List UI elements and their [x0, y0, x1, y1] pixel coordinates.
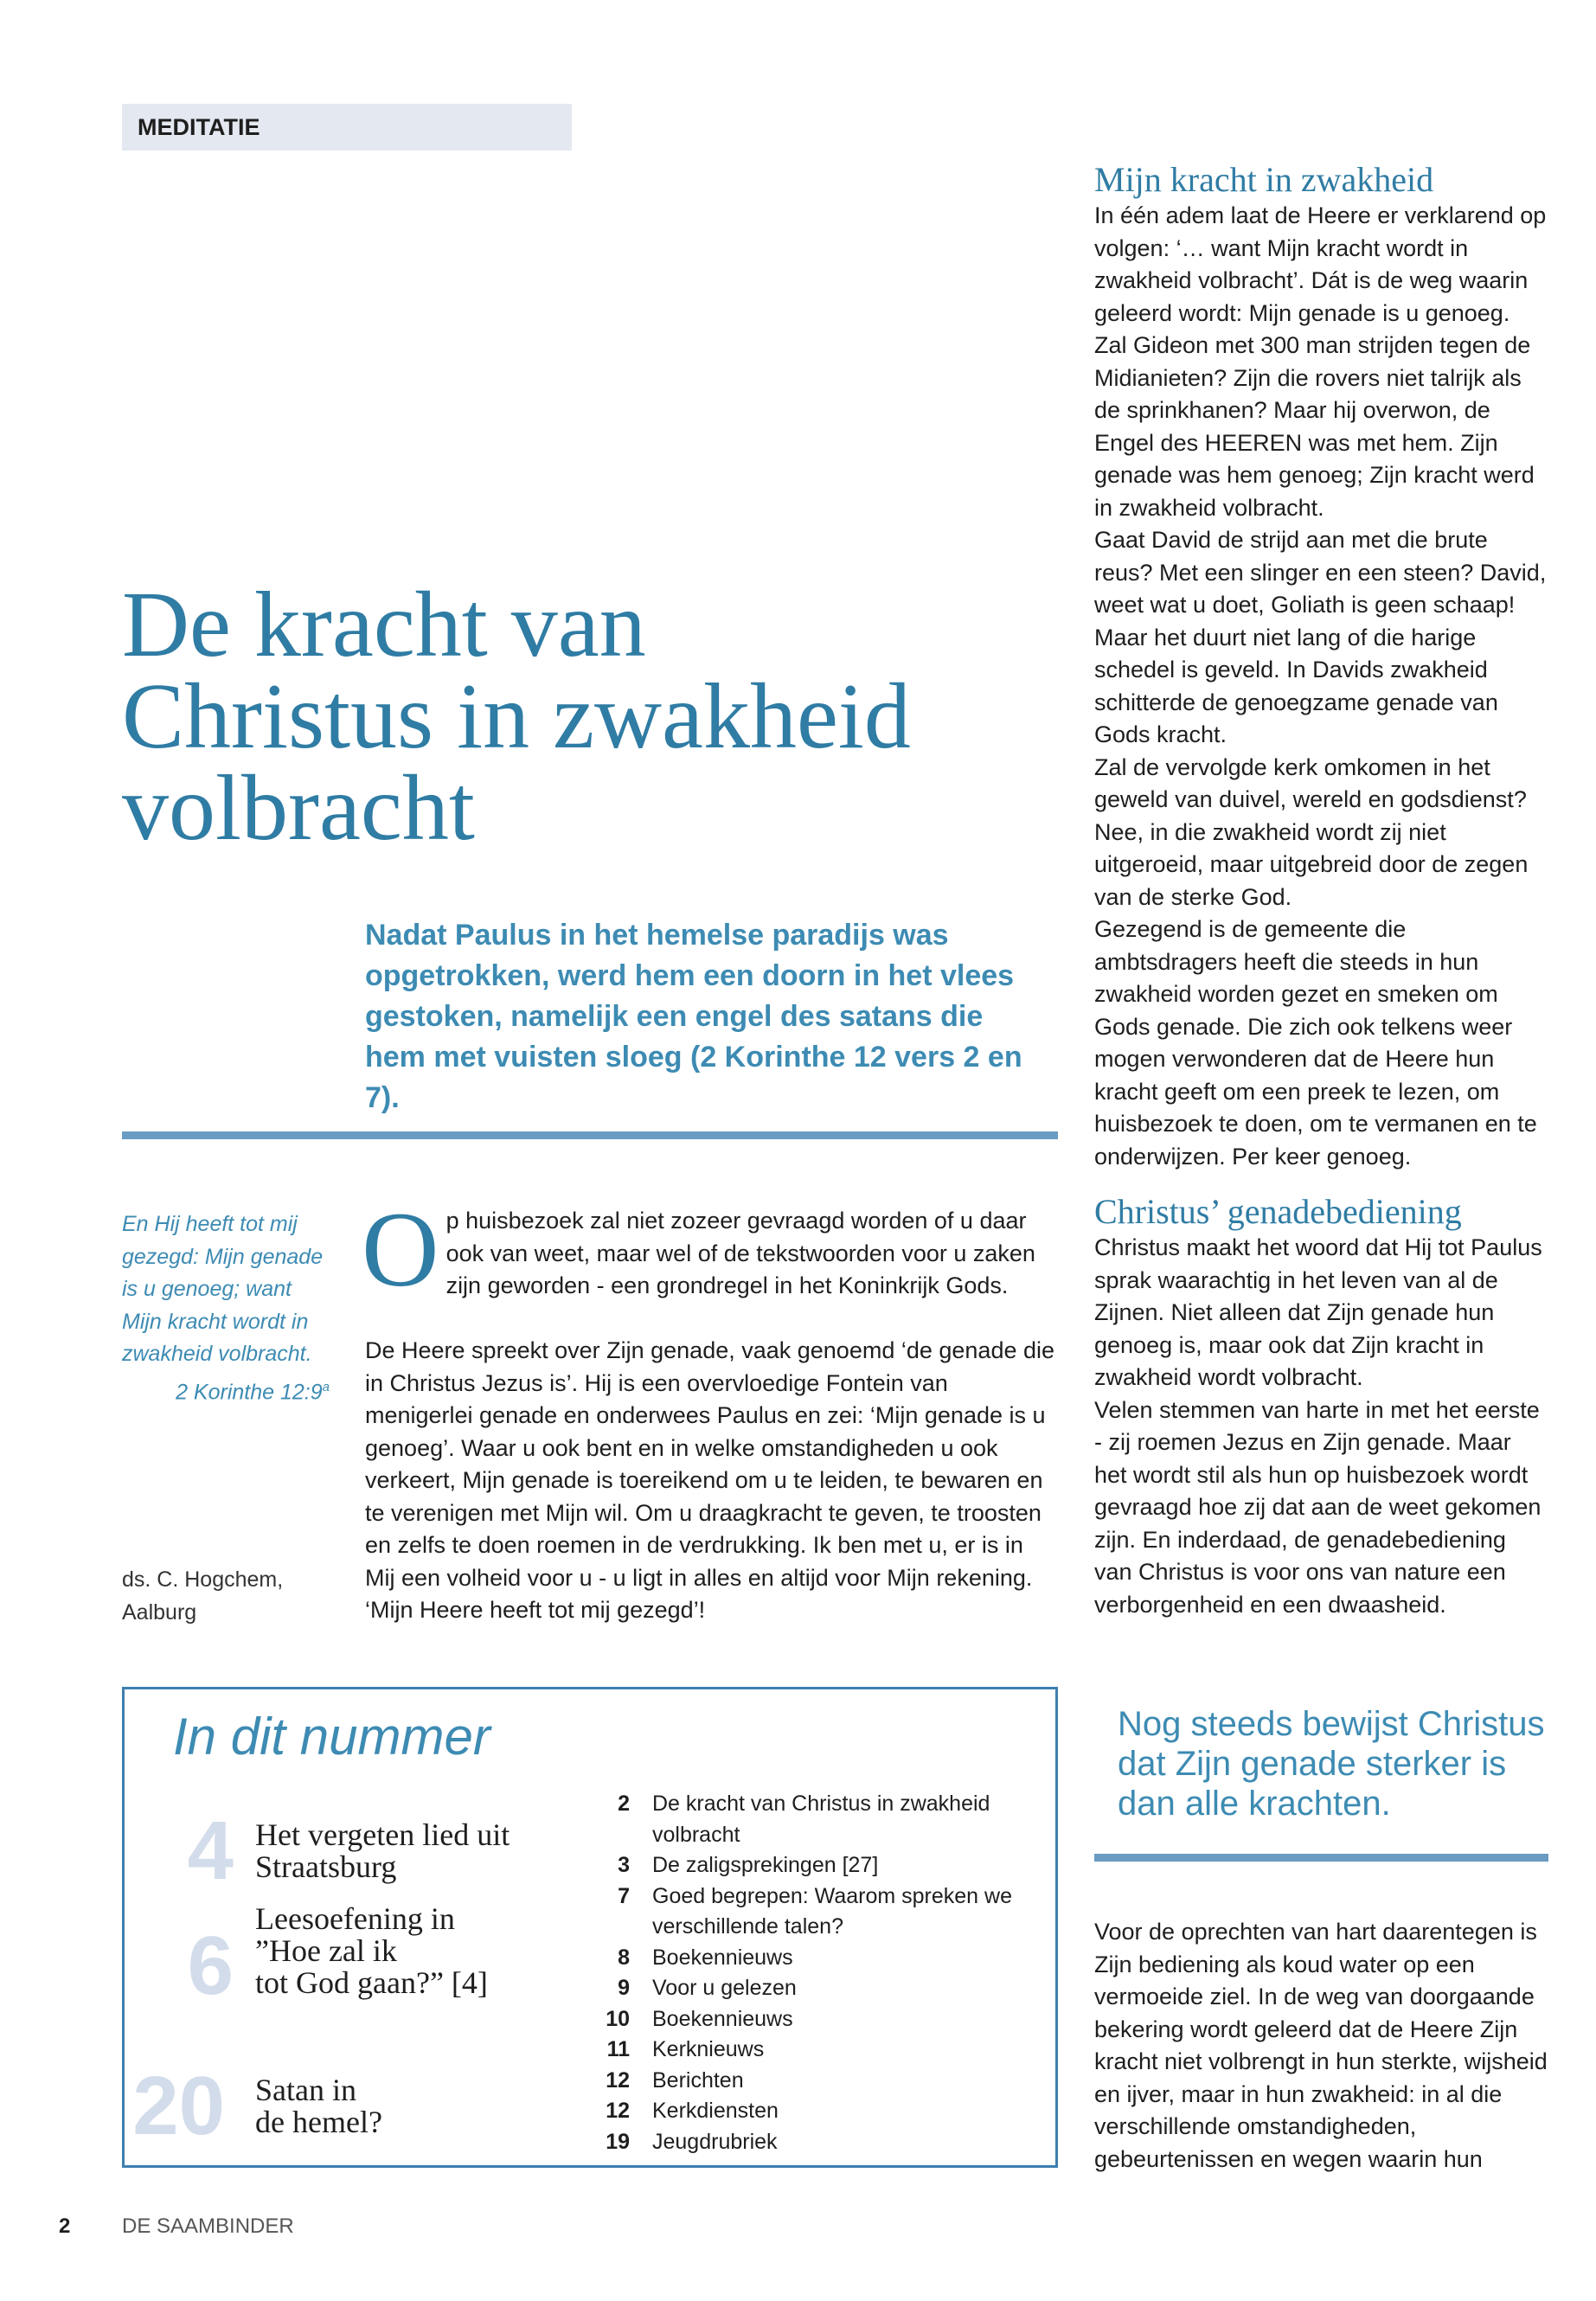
right-paragraph: Gezegend is de gemeente die ambtsdragers heeft die steeds in hun zwakheid worden gezet en smeken om Gods genade. Die zich ook telkens weer mogen verwonderen dat de Heere hun kracht geeft om een preek te lezen, om huisbezoek te doen, om te vermanen en te onderwijzen. Per keer genoeg.	[1094, 916, 1537, 1170]
toc-item-page: 2	[618, 1791, 630, 1816]
author-byline	[122, 1564, 330, 1629]
right-paragraph: Christus maakt het woord dat Hij tot Paulus sprak waarachtig in het leven van al de Zijnen. Niet alleen dat Zijn genade hun genoeg is, maar ook dat Zijn kracht in zwakheid wordt volbracht.	[1094, 1234, 1542, 1390]
toc-item-page: 8	[618, 1945, 630, 1970]
toc-item[interactable]	[597, 1973, 1047, 2004]
right-paragraph: In één adem laat de Heere er verklarend op volgen: ‘… want Mijn kracht wordt in zwakheid volbracht’. Dát is de weg waarin geleerd wordt: Mijn genade is u genoeg. Zal Gideon met 300 man strijden tegen de Midianieten? Zijn die rovers niet talrijk als de sprinkhanen? Maar hij overwon, de Engel des HEEREN was met hem. Zijn genade was hem genoeg; Zijn kracht werd in zwakheid volbracht.	[1094, 202, 1547, 521]
toc-item-page: 10	[606, 2006, 630, 2031]
right-paragraph: Gaat David de strijd aan met die brute reus? Met een slinger en een steen? David, weet wat u doet, Goliath is geen schaap! Maar het duurt niet lang of die harige schedel is geveld. In Davids zwakheid schitterde de genoegzame genade van Gods kracht.	[1094, 527, 1547, 747]
toc-featured-title	[255, 2074, 382, 2138]
toc-item-title: Boekennieuws	[652, 2006, 793, 2031]
toc-item-title: Jeugdrubriek	[652, 2129, 778, 2154]
toc-featured-number: 4	[187, 1804, 234, 1897]
scripture-reference	[122, 1371, 330, 1409]
toc-featured-number: 6	[187, 1920, 234, 2012]
toc-featured-title	[255, 1819, 510, 1883]
toc-item[interactable]	[597, 1943, 1047, 1974]
right-column	[1094, 160, 1548, 1621]
toc-featured-title-line: tot God gaan?” [4]	[255, 1965, 488, 2000]
toc-featured-title-line: Het vergeten lied uit	[255, 1817, 510, 1852]
title-line: Christus in zwakheid	[122, 665, 911, 768]
subheading: Christus’ genadebediening	[1094, 1192, 1462, 1231]
body-paragraph-text: p huisbezoek zal niet zozeer gevraagd worden of u daar ook van weet, maar wel of de tekstwoorden voor u zaken zijn geworden - een grondregel in het Koninkrijk Gods.	[445, 1208, 1035, 1298]
toc-featured-item[interactable]	[134, 2059, 532, 2154]
scripture-quote	[122, 1208, 330, 1408]
toc-featured-number: 20	[132, 2060, 225, 2152]
magazine-name: DE SAAMBINDER	[122, 2214, 294, 2238]
toc-featured-item[interactable]	[134, 1804, 532, 1899]
author-name: ds. C. Hogchem,	[122, 1567, 284, 1592]
toc-featured-title-line: ”Hoe zal ik	[255, 1933, 397, 1968]
article-lede: Nadat Paulus in het hemelse paradijs was opgetrokken, werd hem een doorn in het vlees gestoken, namelijk een engel des satans die hem met vuisten sloeg (2 Korinthe 12 vers 2 en 7).	[365, 919, 1022, 1114]
toc-featured-title-line: Satan in	[255, 2073, 356, 2107]
scripture-reference-suffix: a	[322, 1379, 330, 1394]
toc-item-title: Kerknieuws	[652, 2037, 765, 2061]
body-paragraph	[362, 1190, 1057, 1309]
toc-item-title: Goed begrepen: Waarom spreken we verschillende talen?	[652, 1883, 1012, 1939]
toc-item-title: De zaligsprekingen [27]	[652, 1853, 879, 1877]
toc-item[interactable]	[597, 2004, 1047, 2035]
body-paragraph: De Heere spreekt over Zijn genade, vaak genoemd ‘de genade die in Christus Jezus is’. Hij is een overvloedige Fontein van menigerlei genade en onderwees Paulus en zei: ‘Mijn genade is u genoeg’. Waar u ook bent en in welke omstandigheden u ook verkeert, Mijn genade is toereikend om u te leiden, te bewaren en te verenigen met Mijn wil. Om u draagkracht te geven, te troosten en zelfs te doen roemen in de verdrukking. Ik ben met u, er is in Mij een volheid voor u - u ligt in alles en altijd voor Mijn rekening. ‘Mijn Heere heeft tot mij gezegd’!	[365, 1337, 1055, 1623]
right-paragraph-bottom: Voor de oprechten van hart daarentegen is Zijn bediening als koud water op een vermoeide ziel. In de weg van doorgaande bekering wordt geleerd dat de Heere Zijn kracht niet volbrengt in hun sterkte, wijsheid en ijver, maar in hun zwakheid: in al die verschillende omstandigheden, gebeurtenissen en wegen waarin hun	[1094, 1919, 1548, 2172]
toc-item[interactable]	[597, 2066, 1047, 2097]
author-place: Aalburg	[122, 1599, 197, 1625]
toc-item-page: 7	[618, 1883, 630, 1908]
toc-item[interactable]	[597, 2127, 1047, 2158]
toc-item[interactable]	[597, 2035, 1047, 2066]
scripture-reference-text: 2 Korinthe 12:9	[176, 1379, 323, 1404]
toc-featured-title-line: Leesoefening in	[255, 1901, 455, 1936]
toc-item-title: Berichten	[652, 2067, 744, 2093]
toc-item-title: Voor u gelezen	[652, 1976, 797, 2000]
toc-list	[597, 1789, 1047, 2157]
toc-item-title: Boekennieuws	[652, 1945, 793, 1970]
section-divider	[122, 1131, 1058, 1139]
page-number: 2	[59, 2214, 71, 2238]
scripture-quote-text: En Hij heeft tot mij gezegd: Mijn genade is u genoeg; want Mijn kracht wordt in zwakheid volbracht.	[122, 1212, 324, 1366]
drop-cap: O	[362, 1190, 439, 1309]
toc-item-page: 12	[606, 2099, 630, 2123]
toc-item-page: 11	[606, 2037, 630, 2061]
subheading: Mijn kracht in zwakheid	[1094, 160, 1434, 199]
right-paragraph: Zal de vervolgde kerk omkomen in het geweld van duivel, wereld en godsdienst? Nee, in die zwakheid wordt zij niet uitgeroeid, maar uitgebreid door de zegen van de sterke God.	[1094, 753, 1529, 910]
toc-item-title: Kerkdiensten	[652, 2099, 779, 2123]
toc-featured-title-line: Straatsburg	[255, 1849, 397, 1884]
article-title	[122, 574, 1056, 860]
toc-featured-item[interactable]	[134, 1901, 532, 2014]
pull-quote: Nog steeds bewijst Christus dat Zijn genade sterker is dan alle krachten.	[1118, 1705, 1545, 1823]
toc-featured-title-line: de hemel?	[255, 2105, 382, 2139]
toc-item-page: 3	[618, 1853, 630, 1877]
right-paragraph: Velen stemmen van harte in met het eerste - zij roemen Jezus en Zijn genade. Maar het wordt stil als hun op huisbezoek wordt gevraagd hoe zij dat aan de weet gekomen zijn. En inderdaad, de genadebediening van Christus is voor ons van nature een verborgenheid en een dwaasheid.	[1094, 1396, 1542, 1618]
title-line: De kracht van	[122, 574, 646, 676]
toc-item-title: De kracht van Christus in zwakheid volbracht	[652, 1791, 990, 1847]
toc-heading: In dit nummer	[173, 1708, 490, 1766]
toc-item-page: 19	[606, 2129, 630, 2154]
toc-item[interactable]	[597, 1789, 1047, 1850]
toc-featured-title	[255, 1903, 488, 1999]
pullquote-divider	[1094, 1854, 1548, 1862]
toc-item-page: 9	[618, 1976, 630, 2000]
toc-item[interactable]	[597, 1850, 1047, 1881]
body-column	[362, 1190, 1057, 1659]
title-line: volbracht	[122, 757, 475, 860]
toc-item-page: 12	[606, 2067, 630, 2093]
toc-item[interactable]	[597, 1881, 1047, 1943]
section-label: MEDITATIE	[122, 104, 572, 151]
toc-item[interactable]	[597, 2096, 1047, 2127]
